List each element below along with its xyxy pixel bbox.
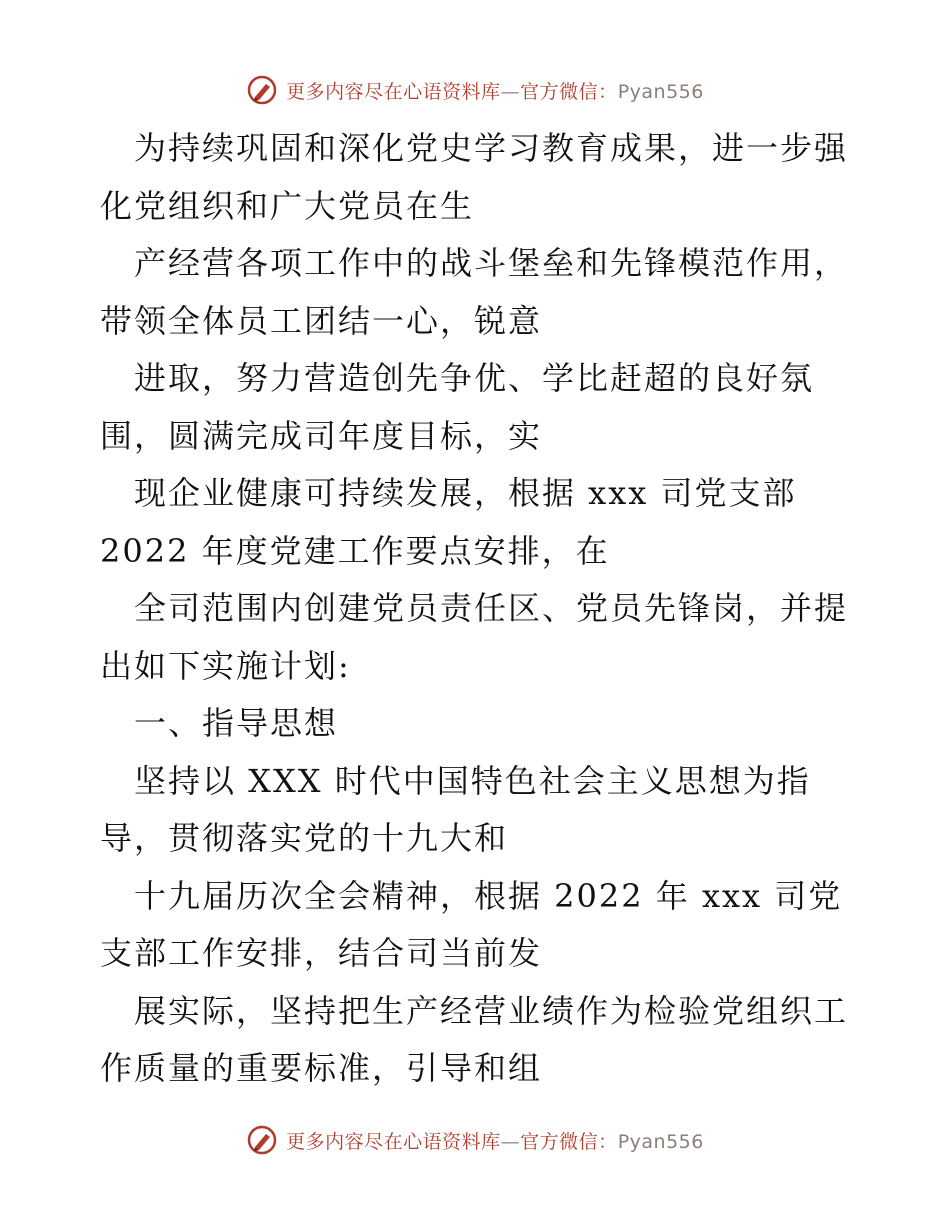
paragraph-line: 2022 年度党建工作要点安排，在 [100, 531, 610, 570]
section-heading: 一、指导思想 [134, 704, 339, 742]
watermark-footer [0, 1120, 950, 1160]
watermark-text [286, 1127, 704, 1154]
paragraph-line: 出如下实施计划: [100, 646, 351, 685]
watermark-official: 官方微信： [520, 1130, 618, 1153]
document-body [100, 120, 860, 1098]
paragraph-line: 支部工作安排，结合司当前发 [100, 934, 543, 972]
watermark-main: 更多内容尽在心语资料库 [286, 80, 501, 103]
paragraph-line: 为持续巩固和深化党史学习教育成果，进一步强 [134, 129, 849, 167]
paragraph-line: 全司范围内创建党员责任区、党员先锋岗，并提 [134, 589, 849, 627]
paragraph-line: 作质量的重要标准，引导和组 [100, 1049, 543, 1087]
paragraph-line: 化党组织和广大党员在生 [100, 186, 475, 225]
watermark-account: Pyan556 [617, 1130, 704, 1153]
watermark-account: Pyan556 [617, 80, 704, 103]
watermark-dash: — [500, 80, 521, 103]
paragraph-line: 展实际，坚持把生产经营业绩作为检验党组织工 [134, 991, 849, 1030]
paragraph-line: 产经营各项工作中的战斗堡垒和先锋模范作用， [134, 244, 849, 282]
watermark-dash: — [500, 1130, 521, 1153]
watermark-text [286, 77, 704, 104]
paragraph-line: 带领全体员工团结一心，锐意 [100, 301, 543, 340]
paragraph-line: 现企业健康可持续发展，根据 xxx 司党支部 [134, 474, 797, 512]
pen-logo-icon [246, 74, 278, 106]
paragraph-line: 坚持以 XXX 时代中国特色社会主义思想为指 [134, 761, 811, 800]
paragraph-line: 进取，努力营造创先争优、学比赶超的良好氛 [134, 359, 815, 397]
paragraph-line: 十九届历次全会精神，根据 2022 年 xxx 司党 [134, 876, 843, 915]
paragraph-line: 围，圆满完成司年度目标，实 [100, 416, 543, 455]
watermark-header [0, 70, 950, 110]
watermark-main: 更多内容尽在心语资料库 [286, 1130, 501, 1153]
watermark-official: 官方微信： [520, 80, 618, 103]
pen-logo-icon [246, 1124, 278, 1156]
paragraph-line: 导，贯彻落实党的十九大和 [100, 819, 509, 857]
